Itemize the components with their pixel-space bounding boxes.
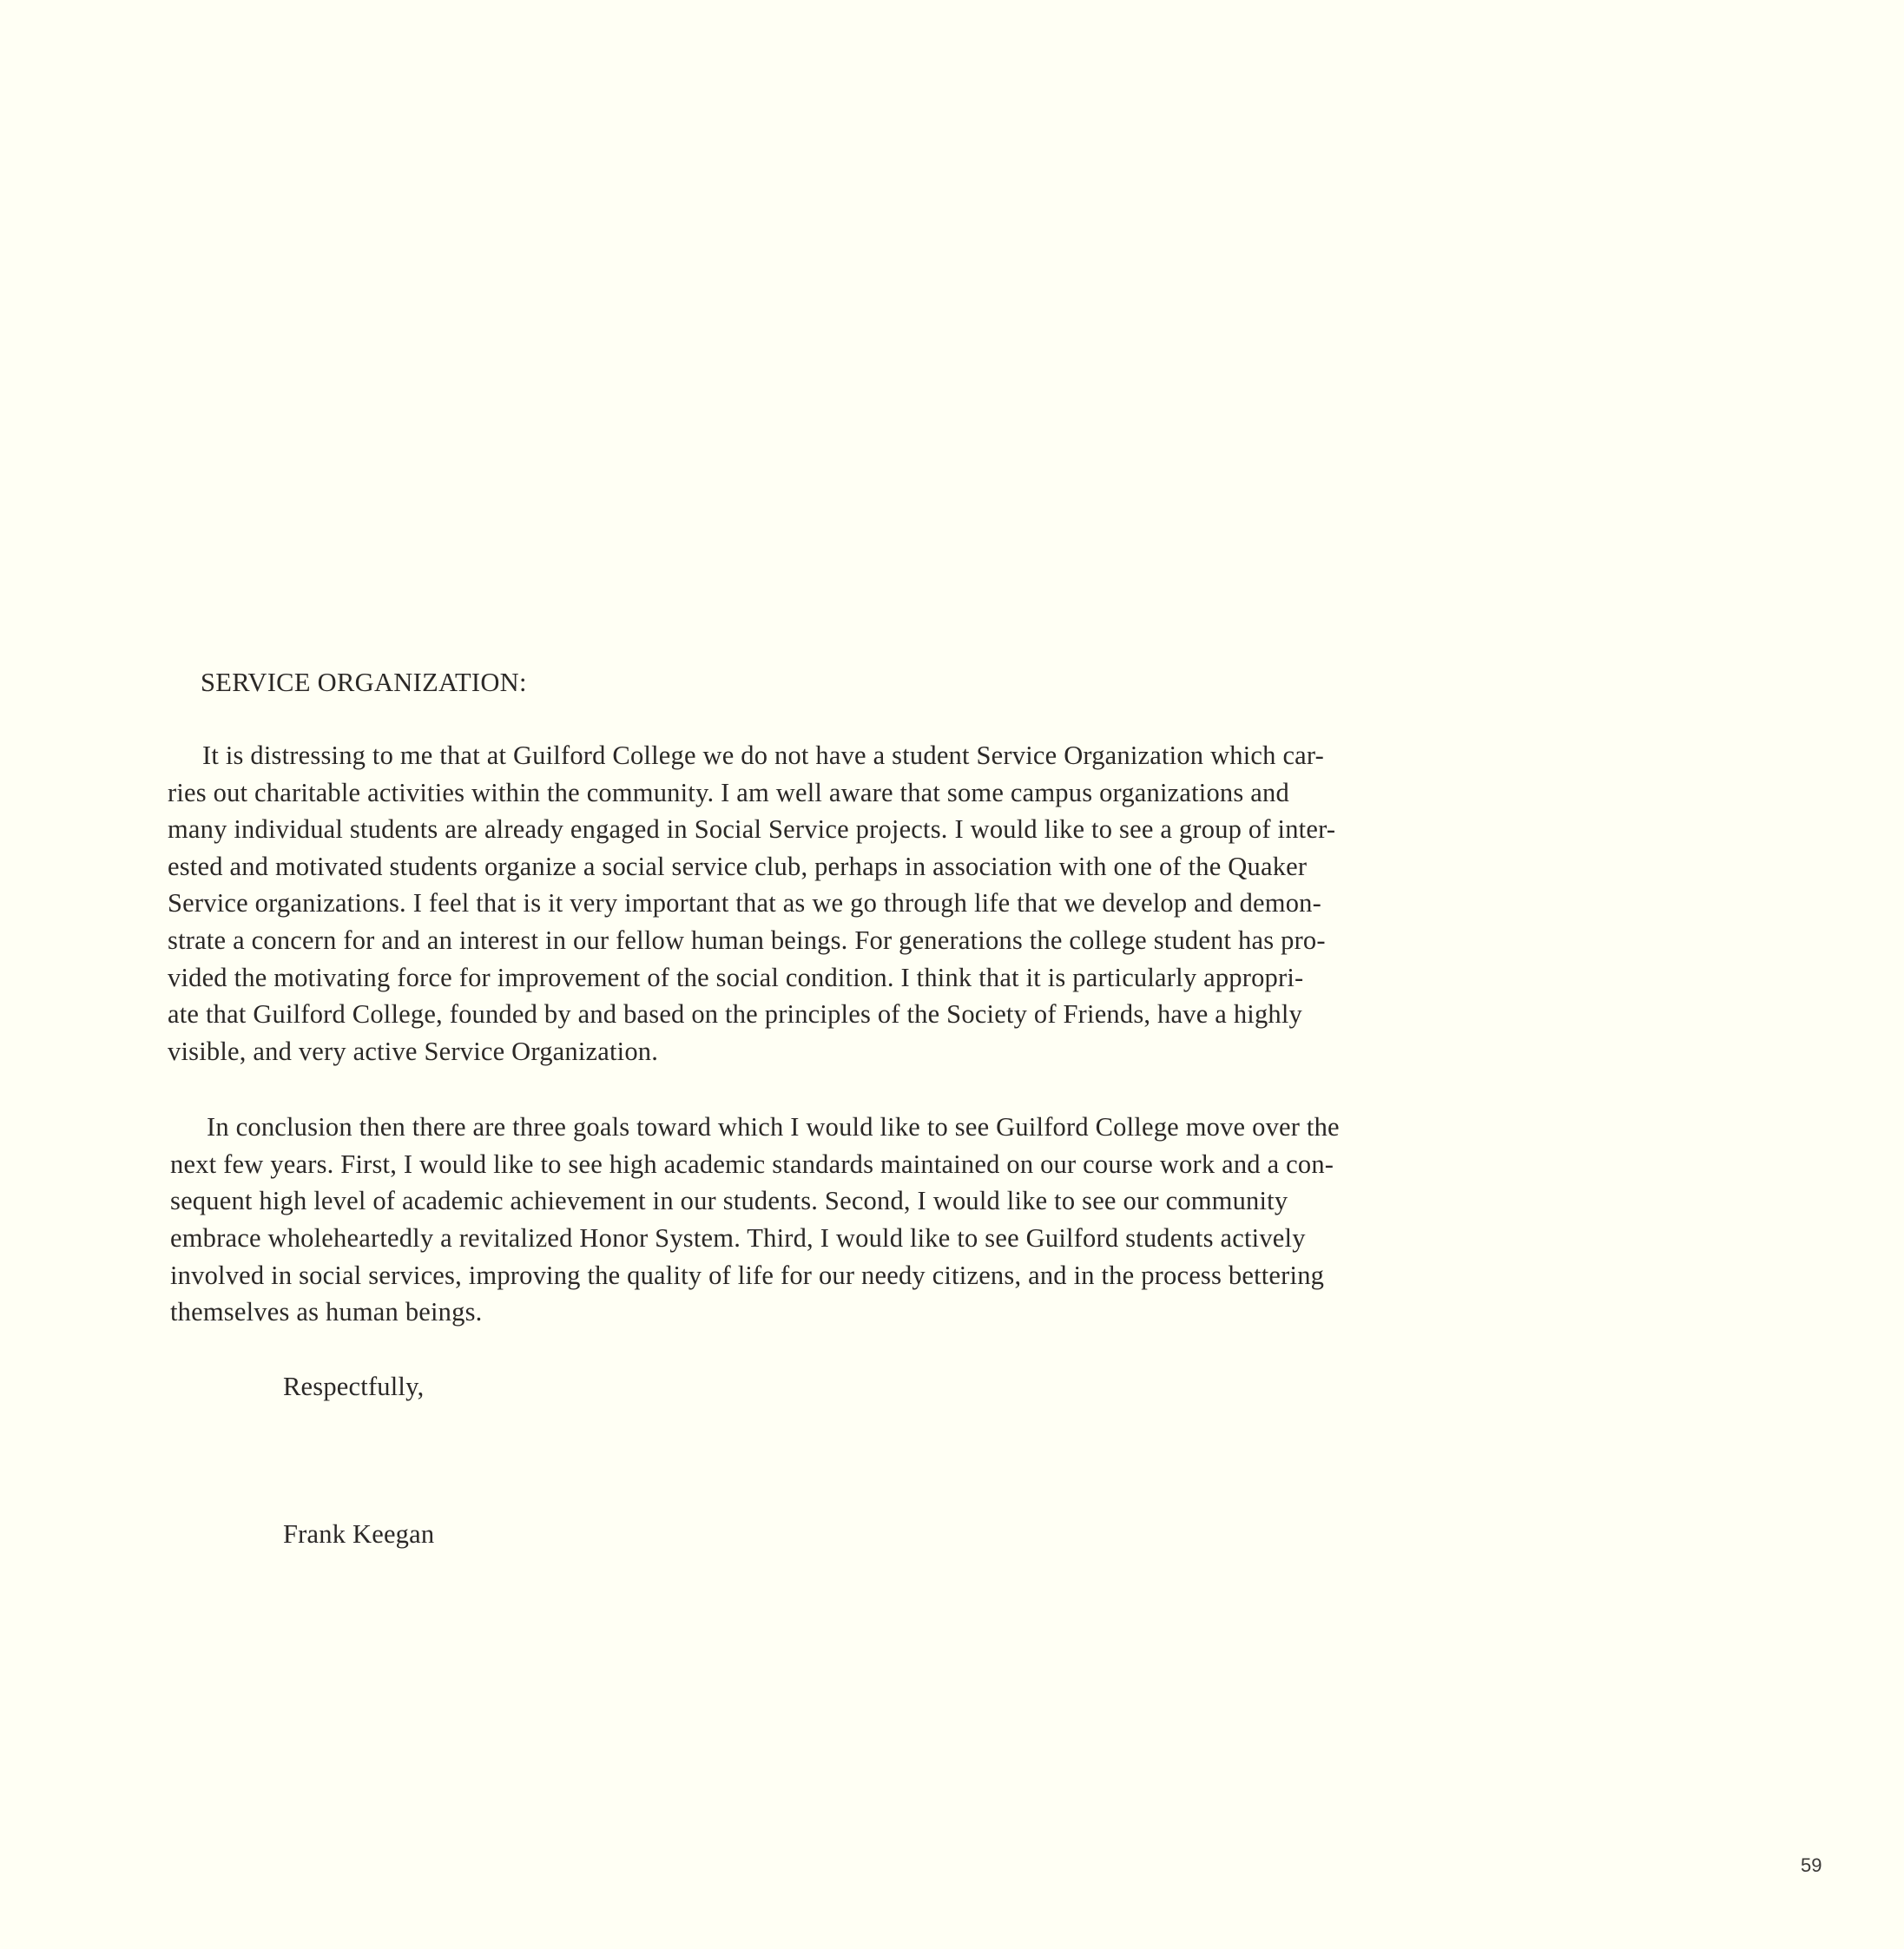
text-line: ested and motivated students organize a social service club, perhaps in association with one of the Quaker — [168, 852, 1308, 881]
text-line: embrace wholeheartedly a revitalized Honor System. Third, I would like to see Guilford students actively — [170, 1223, 1306, 1253]
text-line: ries out charitable activities within the community. I am well aware that some campus organizations and — [168, 778, 1289, 807]
closing: Respectfully, — [283, 1372, 425, 1401]
text-line: next few years. First, I would like to see high academic standards maintained on our course work and a con- — [170, 1149, 1334, 1179]
text-line: Service organizations. I feel that is it very important that as we go through life that we develop and demon- — [168, 888, 1321, 918]
text-line: sequent high level of academic achievement in our students. Second, I would like to see our community — [170, 1186, 1288, 1215]
text-line: involved in social services, improving the quality of life for our needy citizens, and in the process bettering — [170, 1261, 1325, 1290]
text-line: ate that Guilford College, founded by and based on the principles of the Society of Friends, have a highly — [168, 999, 1302, 1029]
page-number: 59 — [1801, 1854, 1822, 1876]
text-line: In conclusion then there are three goals toward which I would like to see Guilford College move over the — [207, 1112, 1340, 1142]
text-line: visible, and very active Service Organization. — [168, 1037, 659, 1066]
text-line: themselves as human beings. — [170, 1297, 483, 1327]
signature: Frank Keegan — [283, 1519, 435, 1549]
text-line: It is distressing to me that at Guilford College we do not have a student Service Organization which car- — [202, 741, 1325, 770]
text-line: vided the motivating force for improvement of the social condition. I think that it is particularly appropri- — [168, 963, 1304, 992]
section-heading: SERVICE ORGANIZATION: — [201, 668, 527, 697]
text-line: many individual students are already engaged in Social Service projects. I would like to see a group of inter- — [168, 814, 1336, 844]
text-line: strate a concern for and an interest in our fellow human beings. For generations the college student has pro- — [168, 925, 1326, 955]
